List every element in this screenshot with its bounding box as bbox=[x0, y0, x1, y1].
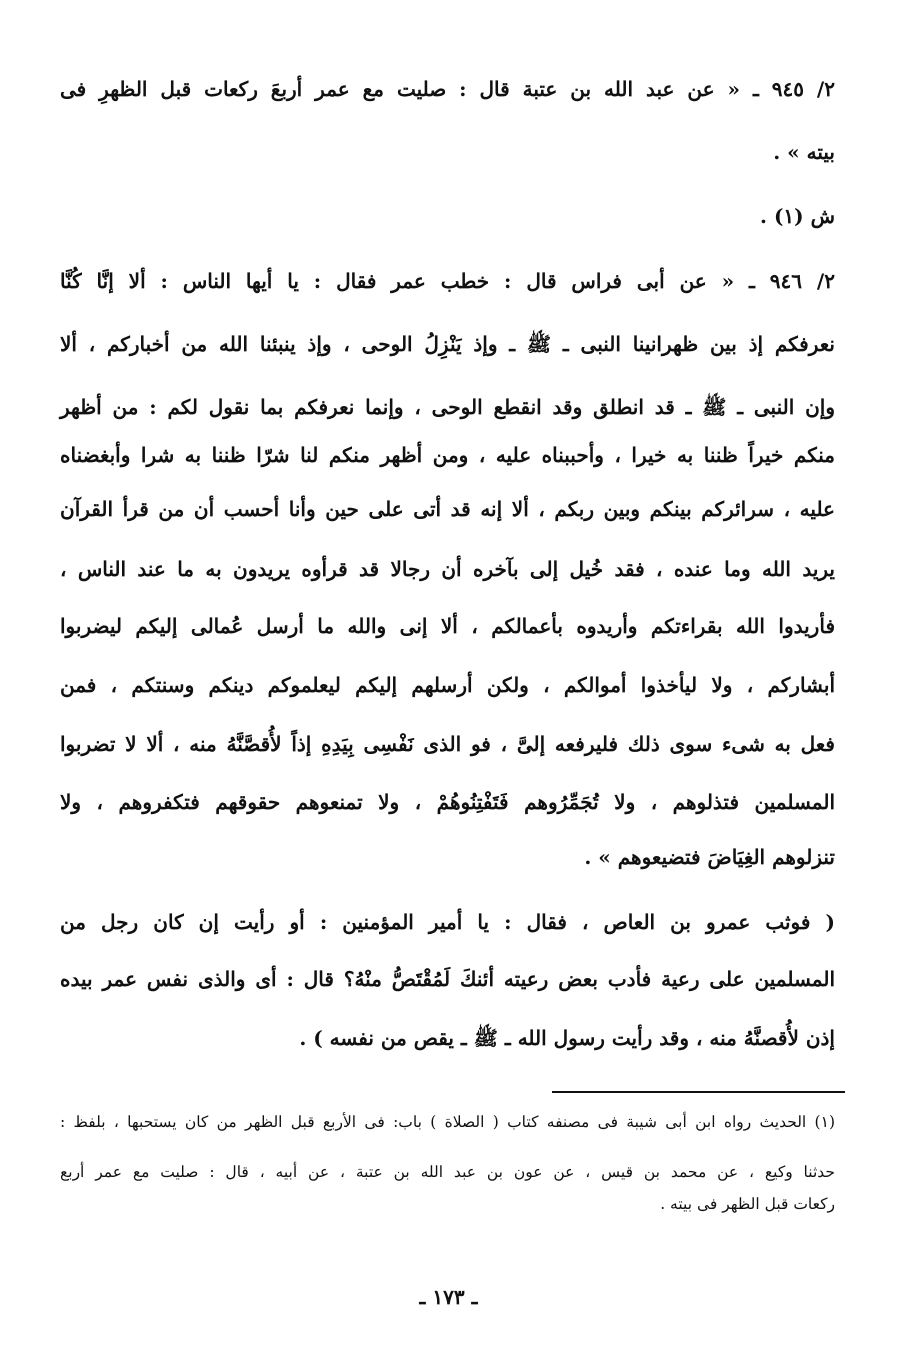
footnote-line-1: (١) الحديث رواه ابن أبى شيبة فى مصنفه كتاب ( الصلاة ) باب: فى الأربع قبل الظهر من كان يستحبها ، بلفظ : bbox=[60, 1113, 835, 1131]
footnote-separator bbox=[552, 1091, 845, 1093]
narrative-line-1: ( فوثب عمرو بن العاص ، فقال : يا أمير المؤمنين : أو رأيت إن كان رجل من bbox=[60, 910, 835, 934]
hadith-946-line-3: وإن النبى ـ ﷺ ـ قد انطلق وقد انقطع الوحى ، وإنما نعرفكم بما نقول لكم : من أظهر bbox=[60, 395, 835, 419]
hadith-946-line-4: منكم خيراً ظننا به خيرا ، وأحببناه عليه ، ومن أظهر منكم لنا شرّا ظننا به شرا وأبغضناه bbox=[60, 443, 835, 467]
narrative-line-3: إذن لأُقصنَّهُ منه ، وقد رأيت رسول الله ـ ﷺ ـ يقص من نفسه ) . bbox=[299, 1026, 835, 1050]
hadith-946-line-2: نعرفكم إذ بين ظهرانينا النبى ـ ﷺ ـ وإذ يَنْزِلُ الوحى ، وإذ ينبئنا الله من أخباركم ، ألا bbox=[60, 332, 835, 356]
hadith-945-line-2: بيته » . bbox=[773, 140, 835, 164]
hadith-946-line-6: يريد الله وما عنده ، فقد خُيل إلى بآخره أن رجالا قد قرأوه يريدون به ما عند الناس ، bbox=[60, 557, 835, 581]
hadith-946-line-5: عليه ، سرائركم بينكم وبين ربكم ، ألا إنه قد أتى على حين وأنا أحسب أن من قرأ القرآن bbox=[60, 497, 835, 521]
hadith-946-line-7: فأريدوا الله بقراءتكم وأريدوه بأعمالكم ، ألا إنى والله ما أرسل عُمالى إليكم ليضربوا bbox=[60, 614, 835, 638]
hadith-945-source: ش (١) . bbox=[760, 204, 835, 228]
hadith-946-line-11: تنزلوهم الغِيَاضَ فتضيعوهم » . bbox=[584, 845, 835, 869]
footnote-line-2: حدثنا وكيع ، عن محمد بن قيس ، عن عون بن عبد الله بن عتبة ، عن أبيه ، قال : صليت مع عمر أربع bbox=[60, 1163, 835, 1181]
hadith-946-line-8: أبشاركم ، ولا ليأخذوا أموالكم ، ولكن أرسلهم إليكم ليعلموكم دينكم وسنتكم ، فمن bbox=[60, 673, 835, 697]
hadith-945-line-1: ٢/ ٩٤٥ ـ « عن عبد الله بن عتبة قال : صليت مع عمر أربعَ ركعات قبل الظهرِ فى bbox=[60, 77, 835, 101]
hadith-946-line-10: المسلمين فتذلوهم ، ولا تُجَمِّرُوهم فَتَفْتِنُوهُمْ ، ولا تمنعوهم حقوقهم فتكفروهم ، ولا bbox=[60, 790, 835, 814]
page-number: ـ ١٧٣ ـ bbox=[419, 1285, 478, 1309]
footnote-line-3: ركعات قبل الظهر فى بيته . bbox=[660, 1195, 835, 1213]
hadith-946-line-1: ٢/ ٩٤٦ ـ « عن أبى فراس قال : خطب عمر فقال : يا أيها الناس : ألا إنَّا كُنَّا bbox=[60, 269, 835, 293]
hadith-946-line-9: فعل به شىء سوى ذلك فليرفعه إلىَّ ، فو الذى نَفْسِى بِيَدِهِ إذاً لأُقصَّنَّهُ منه ، ألا لا تضربوا bbox=[60, 732, 835, 756]
narrative-line-2: المسلمين على رعية فأدب بعض رعيته أئنكَ لَمُقْتَصُّ منْهُ؟ قال : أى والذى نفس عمر بيده bbox=[60, 967, 835, 991]
